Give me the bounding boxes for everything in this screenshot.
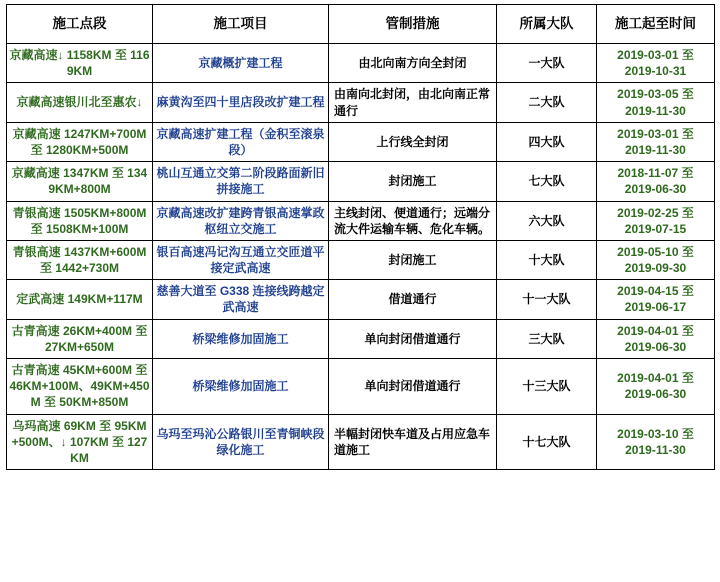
cell-project: 银百高速冯记沟互通立交匝道平接定武高速 xyxy=(153,240,329,279)
date-start: 2018-11-07 至 xyxy=(617,166,694,181)
table-header-row xyxy=(7,5,715,44)
table-row xyxy=(7,414,715,470)
cell-section: 青银高速 1437KM+600M 至 1442+730M xyxy=(7,240,153,279)
cell-unit: 十大队 xyxy=(497,240,597,279)
cell-section: 古青高速 45KM+600M 至 46KM+100M、49KM+450M 至 50KM+850M xyxy=(7,359,153,415)
date-end: 2019-10-31 xyxy=(624,64,687,79)
cell-date xyxy=(597,162,715,201)
cell-project: 京藏高速扩建工程（金积至滚泉段） xyxy=(153,122,329,161)
table-header xyxy=(7,5,715,44)
date-start: 2019-04-15 至 xyxy=(617,284,694,299)
cell-measure: 封闭施工 xyxy=(329,240,497,279)
table-row xyxy=(7,201,715,240)
table-row xyxy=(7,319,715,358)
cell-measure: 借道通行 xyxy=(329,280,497,319)
date-start: 2019-03-05 至 xyxy=(617,87,694,102)
cell-measure: 上行线全封闭 xyxy=(329,122,497,161)
cell-date xyxy=(597,319,715,358)
date-end: 2019-11-30 xyxy=(625,142,686,157)
cell-date xyxy=(597,280,715,319)
cell-date xyxy=(597,414,715,470)
table-row xyxy=(7,83,715,122)
column-header-project: 施工项目 xyxy=(153,5,329,44)
date-end: 2019-09-30 xyxy=(624,261,687,276)
cell-project: 慈善大道至 G338 连接线跨越定武高速 xyxy=(153,280,329,319)
date-end: 2019-11-30 xyxy=(625,442,686,457)
table-row xyxy=(7,162,715,201)
table-row xyxy=(7,280,715,319)
date-end: 2019-06-17 xyxy=(624,300,687,315)
table-row xyxy=(7,122,715,161)
date-start: 2019-03-01 至 xyxy=(617,126,694,141)
date-start: 2019-03-10 至 xyxy=(617,426,694,441)
cell-measure: 由南向北封闭，由北向南正常通行 xyxy=(329,83,497,122)
cell-measure: 单向封闭借道通行 xyxy=(329,359,497,415)
date-end: 2019-06-30 xyxy=(624,339,687,354)
table-row xyxy=(7,240,715,279)
cell-measure: 由北向南方向全封闭 xyxy=(329,44,497,83)
cell-unit: 三大队 xyxy=(497,319,597,358)
date-end: 2019-07-15 xyxy=(624,221,687,236)
cell-project: 京藏概扩建工程 xyxy=(153,44,329,83)
cell-unit: 二大队 xyxy=(497,83,597,122)
column-header-section: 施工点段 xyxy=(7,5,153,44)
cell-project: 桥梁维修加固施工 xyxy=(153,319,329,358)
column-header-date: 施工起至时间 xyxy=(597,5,715,44)
cell-date xyxy=(597,122,715,161)
date-start: 2019-05-10 至 xyxy=(617,244,694,259)
cell-project: 京藏高速改扩建跨青银高速掌政枢纽立交施工 xyxy=(153,201,329,240)
date-end: 2019-06-30 xyxy=(624,182,687,197)
cell-section: 京藏高速银川北至惠农↓ xyxy=(7,83,153,122)
cell-project: 桃山互通立交第二阶段路面新旧拼接施工 xyxy=(153,162,329,201)
cell-project: 桥梁维修加固施工 xyxy=(153,359,329,415)
cell-date xyxy=(597,201,715,240)
cell-section: 定武高速 149KM+117M xyxy=(7,280,153,319)
cell-unit: 十三大队 xyxy=(497,359,597,415)
cell-unit: 十七大队 xyxy=(497,414,597,470)
table-row xyxy=(7,44,715,83)
date-start: 2019-04-01 至 xyxy=(617,323,694,338)
cell-date xyxy=(597,44,715,83)
column-header-measure: 管制措施 xyxy=(329,5,497,44)
date-end: 2019-06-30 xyxy=(624,387,687,402)
cell-unit: 六大队 xyxy=(497,201,597,240)
cell-project: 麻黄沟至四十里店段改扩建工程 xyxy=(153,83,329,122)
cell-section: 京藏高速↓ 1158KM 至 1169KM xyxy=(7,44,153,83)
cell-date xyxy=(597,359,715,415)
cell-measure: 单向封闭借道通行 xyxy=(329,319,497,358)
cell-unit: 一大队 xyxy=(497,44,597,83)
cell-project: 乌玛至玛沁公路银川至青铜峡段绿化施工 xyxy=(153,414,329,470)
cell-unit: 十一大队 xyxy=(497,280,597,319)
construction-table xyxy=(6,4,715,470)
cell-date xyxy=(597,240,715,279)
cell-section: 京藏高速 1347KM 至 1349KM+800M xyxy=(7,162,153,201)
date-start: 2019-02-25 至 xyxy=(617,205,694,220)
cell-date xyxy=(597,83,715,122)
date-start: 2019-04-01 至 xyxy=(617,371,694,386)
cell-section: 古青高速 26KM+400M 至 27KM+650M xyxy=(7,319,153,358)
cell-unit: 四大队 xyxy=(497,122,597,161)
cell-section: 青银高速 1505KM+800M 至 1508KM+100M xyxy=(7,201,153,240)
cell-section: 乌玛高速 69KM 至 95KM+500M、↓ 107KM 至 127KM xyxy=(7,414,153,470)
table-body xyxy=(7,44,715,470)
cell-measure: 半幅封闭快车道及占用应急车道施工 xyxy=(329,414,497,470)
cell-unit: 七大队 xyxy=(497,162,597,201)
column-header-unit: 所属大队 xyxy=(497,5,597,44)
date-start: 2019-03-01 至 xyxy=(617,48,694,62)
cell-section: 京藏高速 1247KM+700M 至 1280KM+500M xyxy=(7,122,153,161)
table-row xyxy=(7,359,715,415)
date-end: 2019-11-30 xyxy=(625,103,686,118)
cell-measure: 主线封闭、便道通行；远端分流大件运输车辆、危化车辆。 xyxy=(329,201,497,240)
cell-measure: 封闭施工 xyxy=(329,162,497,201)
